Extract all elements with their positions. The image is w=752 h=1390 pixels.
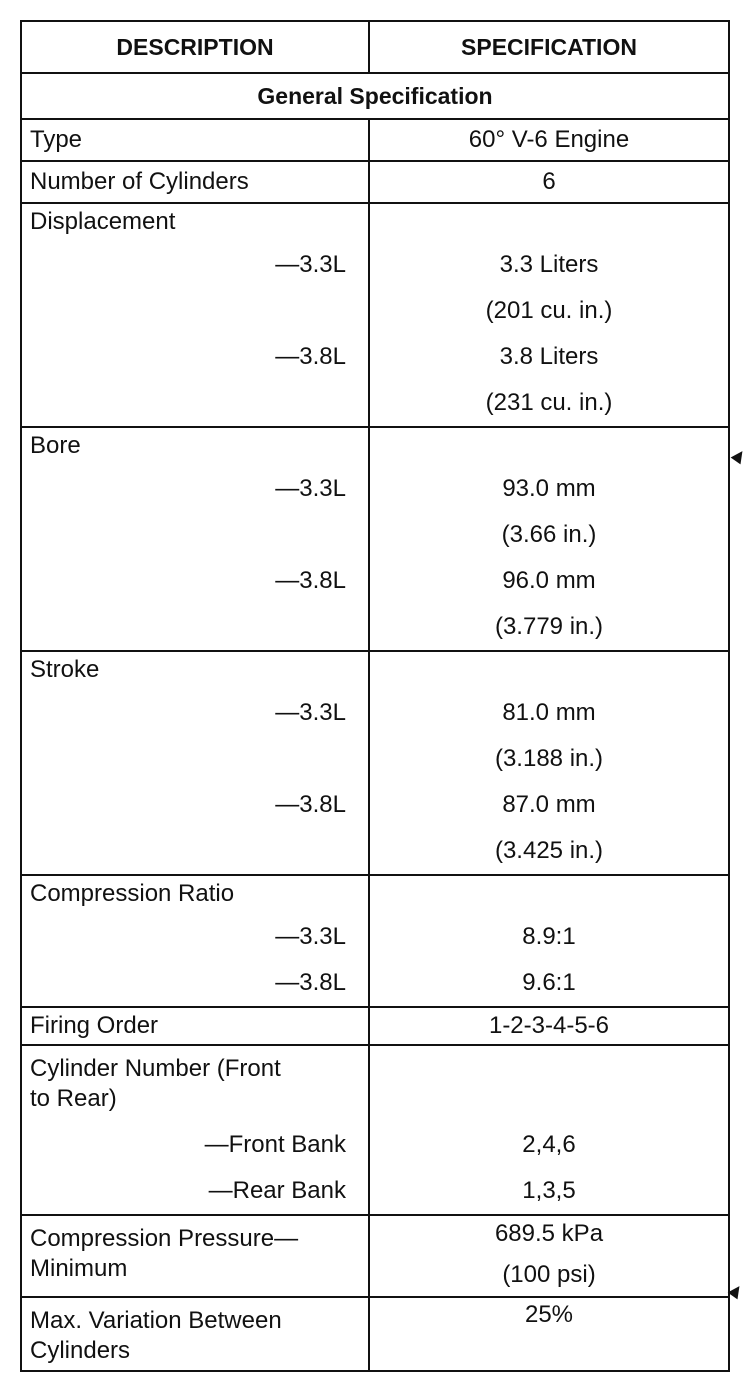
- bore-sub-38: —3.8L: [275, 567, 346, 594]
- table-row: [21, 1215, 729, 1297]
- front-bank-value: 2,4,6: [522, 1131, 576, 1158]
- displacement-33-value: 3.3 Liters: [499, 251, 599, 278]
- engine-spec-table: [20, 20, 730, 1372]
- rear-bank-label: —Rear Bank: [208, 1177, 346, 1204]
- firing-order-value: 1-2-3-4-5-6: [488, 1012, 610, 1039]
- bore-33-mm: 93.0 mm: [502, 475, 596, 502]
- max-variation-label-line1: Max. Variation Between: [30, 1307, 282, 1334]
- displacement-38-value: 3.8 Liters: [499, 343, 599, 370]
- stroke-38-in: (3.425 in.): [494, 837, 604, 864]
- compression-ratio-sub-38: —3.8L: [275, 969, 346, 996]
- table-row: [21, 203, 729, 427]
- max-variation-value: 25%: [524, 1301, 574, 1328]
- table-row: [21, 651, 729, 875]
- stroke-label: Stroke: [30, 656, 100, 683]
- compression-pressure-kpa: 689.5 kPa: [494, 1220, 604, 1247]
- bore-label: Bore: [30, 432, 81, 459]
- table-row: [21, 1007, 729, 1045]
- table-row: [21, 161, 729, 203]
- compression-ratio-33-value: 8.9:1: [522, 923, 576, 950]
- table-row: [21, 119, 729, 161]
- table-row: [21, 1297, 729, 1371]
- displacement-sub-38: —3.8L: [275, 343, 346, 370]
- rear-bank-value: 1,3,5: [522, 1177, 576, 1204]
- compression-pressure-label-line2: Minimum: [30, 1255, 128, 1282]
- front-bank-label: —Front Bank: [204, 1131, 346, 1158]
- margin-mark-icon: [728, 1283, 745, 1300]
- stroke-sub-33: —3.3L: [275, 699, 346, 726]
- compression-ratio-label: Compression Ratio: [30, 880, 235, 907]
- table-row: [21, 1045, 729, 1215]
- displacement-33-cuin: (201 cu. in.): [485, 297, 613, 324]
- stroke-33-in: (3.188 in.): [494, 745, 604, 772]
- specification-header: SPECIFICATION: [369, 21, 729, 73]
- header-row: [21, 21, 729, 73]
- cylinders-value: 6: [542, 168, 556, 195]
- compression-pressure-label: [22, 1216, 368, 1296]
- bore-38-in: (3.779 in.): [494, 613, 604, 640]
- max-variation-label: [22, 1298, 368, 1370]
- compression-pressure-label-line1: Compression Pressure—: [30, 1225, 299, 1252]
- bore-33-in: (3.66 in.): [501, 521, 597, 548]
- description-header: DESCRIPTION: [21, 21, 369, 73]
- max-variation-label-line2: Cylinders: [30, 1337, 131, 1364]
- cylinder-number-label-line2: to Rear): [30, 1085, 117, 1112]
- cylinder-number-label-line1: Cylinder Number (Front: [30, 1055, 281, 1082]
- section-row: [21, 73, 729, 119]
- bore-sub-33: —3.3L: [275, 475, 346, 502]
- type-label: Type: [30, 126, 83, 153]
- table-row: [21, 875, 729, 1007]
- bore-38-mm: 96.0 mm: [502, 567, 596, 594]
- displacement-38-cuin: (231 cu. in.): [485, 389, 613, 416]
- compression-ratio-sub-33: —3.3L: [275, 923, 346, 950]
- margin-mark-icon: [731, 448, 748, 465]
- section-title: General Specification: [21, 73, 729, 119]
- compression-pressure-psi: (100 psi): [502, 1261, 596, 1288]
- displacement-sub-33: —3.3L: [275, 251, 346, 278]
- stroke-38-mm: 87.0 mm: [502, 791, 596, 818]
- table-row: [21, 427, 729, 651]
- stroke-33-mm: 81.0 mm: [502, 699, 596, 726]
- displacement-label: Displacement: [30, 208, 176, 235]
- stroke-sub-38: —3.8L: [275, 791, 346, 818]
- compression-ratio-38-value: 9.6:1: [522, 969, 576, 996]
- firing-order-label: Firing Order: [30, 1012, 159, 1039]
- cylinders-label: Number of Cylinders: [30, 168, 249, 195]
- type-value: 60° V-6 Engine: [468, 126, 630, 153]
- cylinder-number-label: [22, 1046, 368, 1122]
